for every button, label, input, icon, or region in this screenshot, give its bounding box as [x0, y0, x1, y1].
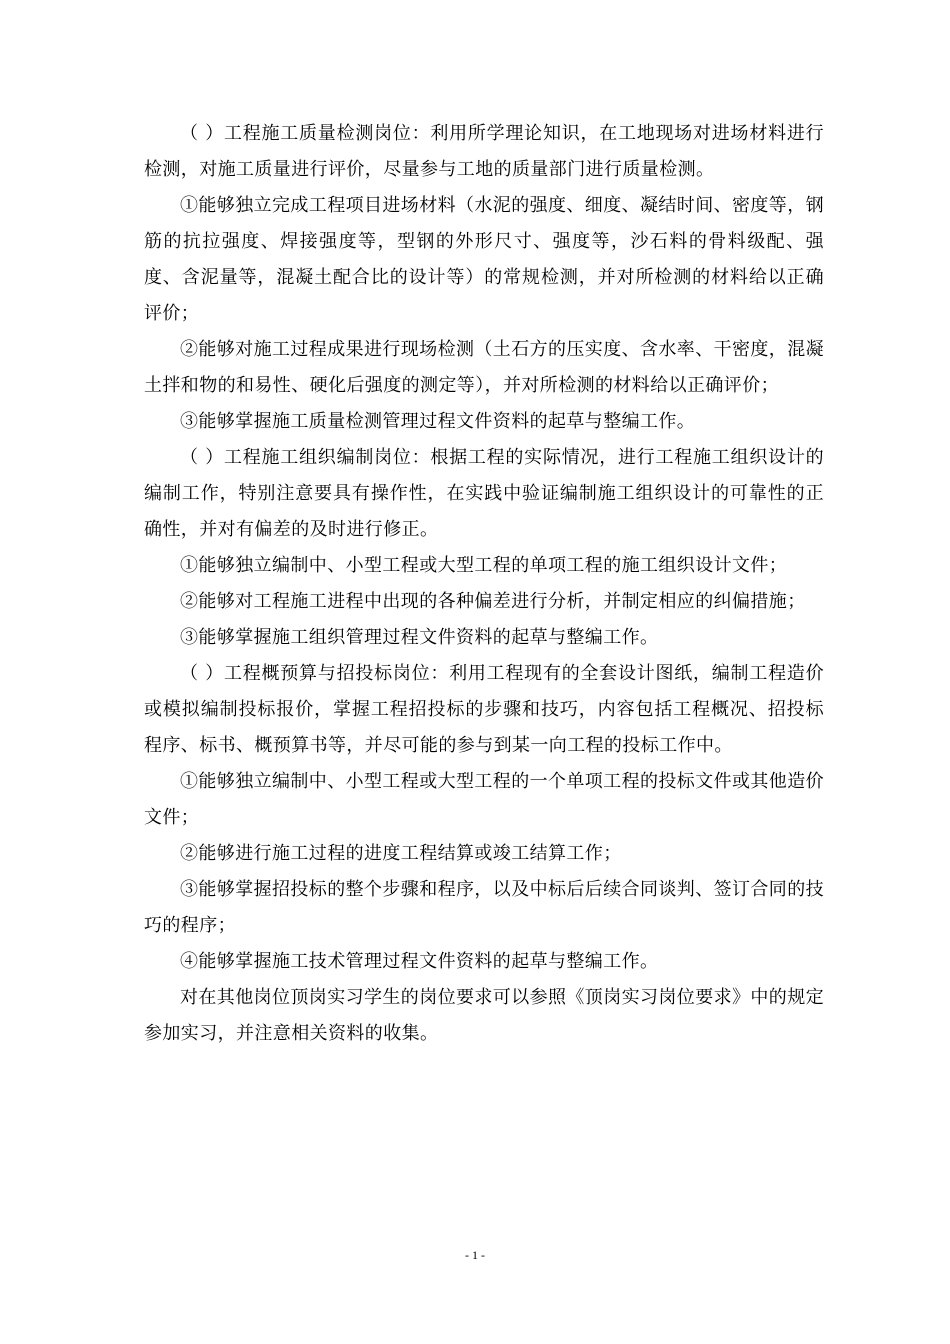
paragraph-other-posts: 对在其他岗位顶岗实习学生的岗位要求可以参照《顶岗实习岗位要求》中的规定参加实习，并注意相关资料的收集。 [144, 987, 824, 1044]
page-number: - 1 - [465, 1248, 485, 1262]
paragraph-item: ①能够独立完成工程项目进场材料（水泥的强度、细度、凝结时间、密度等，钢筋的抗拉强度、焊接强度等，型钢的外形尺寸、强度等，沙石料的骨料级配、强度、含泥量等，混凝土配合比的设计等）的常规检测，并对所检测的材料给以正确评价； [144, 195, 824, 324]
paragraph-quality-inspection-post: （ ）工程施工质量检测岗位：利用所学理论知识，在工地现场对进场材料进行检测，对施工质量进行评价，尽量参与工地的质量部门进行质量检测。 [144, 123, 824, 180]
paragraph-item: ③能够掌握施工质量检测管理过程文件资料的起草与整编工作。 [180, 411, 696, 432]
paragraph-item: ③能够掌握招投标的整个步骤和程序，以及中标后后续合同谈判、签订合同的技巧的程序； [144, 879, 824, 936]
paragraph-item: ②能够对工程施工进程中出现的各种偏差进行分析，并制定相应的纠偏措施； [180, 591, 806, 612]
paragraph-item: ③能够掌握施工组织管理过程文件资料的起草与整编工作。 [180, 627, 659, 648]
paragraph-item: ①能够独立编制中、小型工程或大型工程的一个单项工程的投标文件或其他造价文件； [144, 771, 824, 828]
paragraph-item: ①能够独立编制中、小型工程或大型工程的单项工程的施工组织设计文件； [180, 555, 788, 576]
paragraph-item: ②能够进行施工过程的进度工程结算或竣工结算工作； [180, 843, 622, 864]
body-text [144, 116, 824, 1052]
paragraph-construction-organization-post: （ ）工程施工组织编制岗位：根据工程的实际情况，进行工程施工组织设计的编制工作，特别注意要具有操作性，在实践中验证编制施工组织设计的可靠性的正确性，并对有偏差的及时进行修正。 [144, 447, 824, 540]
paragraph-budget-bidding-post: （ ）工程概预算与招投标岗位：利用工程现有的全套设计图纸，编制工程造价或模拟编制投标报价，掌握工程招投标的步骤和技巧，内容包括工程概况、招投标程序、标书、概预算书等，并尽可能的参与到某一向工程的投标工作中。 [144, 663, 824, 756]
paragraph-item: ②能够对施工过程成果进行现场检测（土石方的压实度、含水率、干密度，混凝土拌和物的和易性、硬化后强度的测定等），并对所检测的材料给以正确评价； [144, 339, 824, 396]
paragraph-item: ④能够掌握施工技术管理过程文件资料的起草与整编工作。 [180, 951, 659, 972]
